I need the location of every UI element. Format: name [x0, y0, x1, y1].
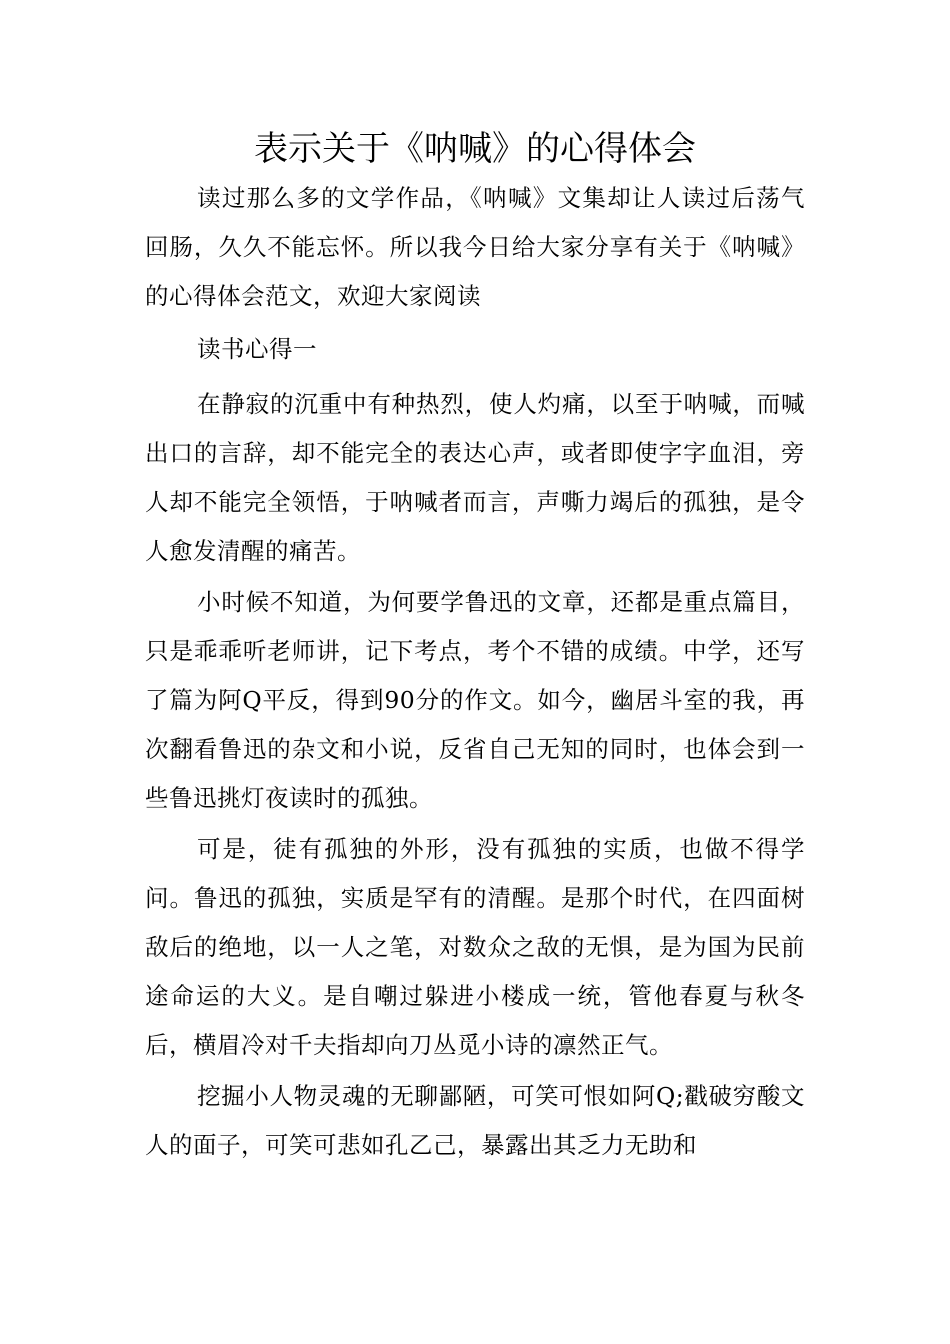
section-heading: 读书心得一 [197, 335, 317, 363]
body-paragraph: 在静寂的沉重中有种热烈，使人灼痛，以至于呐喊，而喊出口的言辞，却不能完全的表达心声，或者即使字字血泪，旁人却不能完全领悟，于呐喊者而言，声嘶力竭后的孤独，是令人愈发清醒的痛苦。 [145, 390, 805, 565]
document-body [145, 174, 805, 1172]
body-paragraph: 可是，徒有孤独的外形，没有孤独的实质，也做不得学问。鲁迅的孤独，实质是罕有的清醒。是那个时代，在四面树敌后的绝地，以一人之笔，对数众之敌的无惧，是为国为民前途命运的大义。是自嘲过躲进小楼成一统，管他春夏与秋冬后，横眉冷对千夫指却向刀丛觅小诗的凛然正气。 [145, 835, 805, 1059]
body-paragraph: 小时候不知道，为何要学鲁迅的文章，还都是重点篇目，只是乖乖听老师讲，记下考点，考个不错的成绩。中学，还写了篇为阿Q平反，得到90分的作文。如今，幽居斗室的我，再次翻看鲁迅的杂文和小说，反省自己无知的同时，也体会到一些鲁迅挑灯夜读时的孤独。 [145, 588, 805, 812]
body-paragraph: 挖掘小人物灵魂的无聊鄙陋，可笑可恨如阿Q;戳破穷酸文人的面子，可笑可悲如孔乙己，暴露出其乏力无助和 [145, 1082, 805, 1159]
document-title: 表示关于《呐喊》的心得体会 [254, 129, 696, 169]
intro-paragraph: 读过那么多的文学作品，《呐喊》文集却让人读过后荡气回肠，久久不能忘怀。所以我今日给大家分享有关于《呐喊》的心得体会范文，欢迎大家阅读 [145, 184, 805, 310]
